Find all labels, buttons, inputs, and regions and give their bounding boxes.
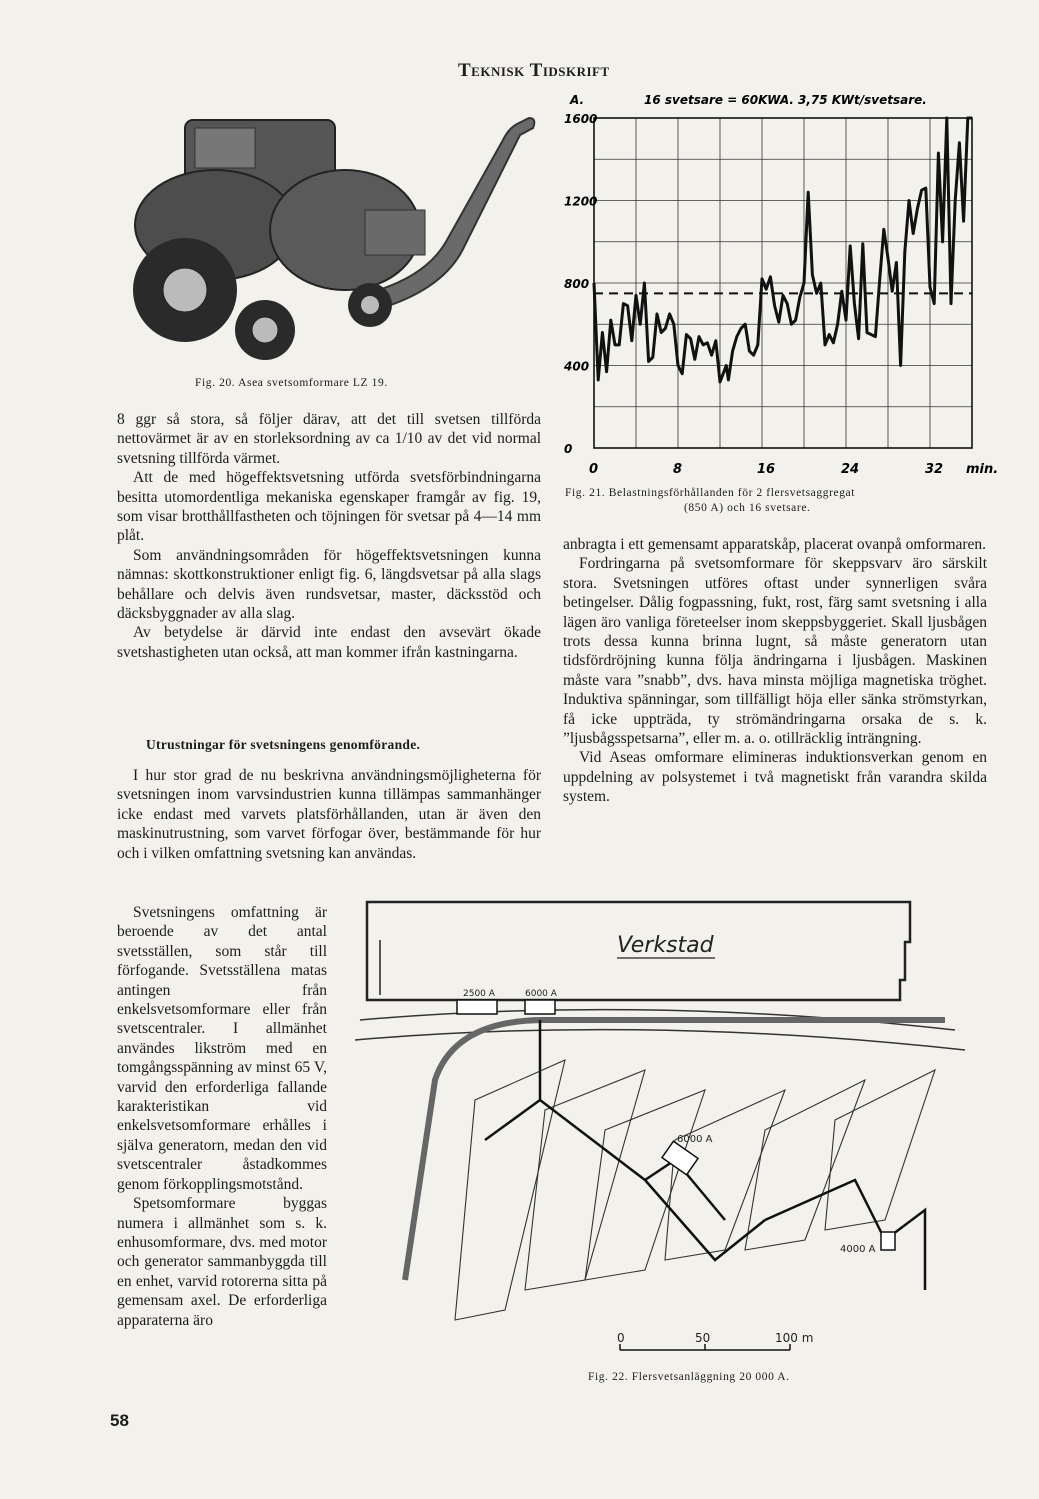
label-6000a: 6000 A [677, 1134, 713, 1145]
scale-label-0: 0 [617, 1331, 625, 1345]
fig20-welding-converter-photo [125, 100, 550, 370]
left-paragraph-3: Som användningsområden för högeffektsvetsningen kunna nämnas: skottkonstruktioner enligt fig. 6, längdsvetsar på alla slags behållare och delvis även rundsvetsar, master, däcksstöd och däcksbyggnader av alla slag. [117, 546, 541, 623]
chart-x-tick-label: 32 [925, 462, 944, 477]
fig21-load-chart [548, 88, 1008, 480]
right-paragraph-2: Fordringarna på svetsomformare för skeppsvarv äro särskilt stora. Svetsningen utföres oftast under synnerligen svåra betingelser. Dålig fogpassning, fukt, rost, färg samt svetsning i alla lägen äro vanliga företeelser inom skeppsbyggeriet. Skall ljusbågen trots dessa kunna brinna lugnt, så måste generatorn utan tidsfördröjning kunna följa ändringarna i ljusbågen. Maskinen måste vara ”snabb”, dvs. hava minsta möjliga magnetiska tröghet. Induktiva spänningar, som tillfälligt höja eller sänka strömstyrkan, få icke uppträda, ty strömändringarna orsaka de s. k. ”ljusbågsspetsarna”, eller m. a. o. otillräcklig inträngning. [563, 555, 987, 748]
chart-x-tick-label: 8 [673, 462, 683, 477]
chart-y-tick-label: 1200 [564, 194, 598, 209]
distribution-box-2500a [457, 1000, 497, 1014]
chart-x-tick-label: 24 [841, 462, 860, 477]
chart-y-tick-label: 1600 [564, 112, 598, 126]
scale-label-50: 50 [695, 1331, 711, 1345]
left-column-upper [117, 410, 541, 662]
label-6000a-top: 6000 A [525, 989, 557, 999]
chart-header-right: 3,75 KWt/svetsare. [798, 93, 927, 107]
verkstad-label: Verkstad [617, 933, 714, 958]
fig21-caption-line2: (850 A) och 16 svetsare. [684, 502, 811, 514]
scale-label-100: 100 m [775, 1331, 814, 1345]
chart-header-left: 16 svetsare = 60KWA. [644, 93, 794, 107]
label-4000a: 4000 A [840, 1244, 876, 1255]
chart-y-tick-label: 800 [564, 277, 590, 291]
left-paragraph-7: Spetsomformare byggas numera i allmänhet som s. k. enhusomformare, dvs. med motor och generator sammanbyggda till en enhet, varvid rotorerna sitta på gemensam axel. De erforderliga apparaterna äro [117, 1195, 327, 1329]
chart-x-tick-label: 16 [757, 462, 776, 477]
left-paragraph-1: 8 ggr så stora, så följer därav, att det till svetsen tillförda nettovärmet är av en storleksordning av ca 1/10 av det vid normal svetsning tillförda värmet. [117, 411, 541, 467]
journal-title: Teknisk Tidskrift [458, 60, 610, 81]
section-heading: Utrustningar för svetsningens genomförande. [146, 737, 421, 752]
left-column-narrow [117, 903, 327, 1330]
chart-x-unit: min. [966, 462, 999, 477]
fig22-caption: Fig. 22. Flersvetsanläggning 20 000 A. [588, 1371, 790, 1383]
right-paragraph-1: anbragta i ett gemensamt apparatskåp, placerat ovanpå omformaren. [563, 536, 987, 553]
distribution-box-6000a-top [525, 1000, 555, 1014]
chart-y-unit: A. [570, 93, 585, 107]
fig20-caption: Fig. 20. Asea svetsomformare LZ 19. [195, 377, 388, 389]
chart-x-tick-label: 0 [589, 462, 599, 477]
chart-series-line [594, 118, 972, 382]
left-paragraph-4: Av betydelse är därvid inte endast den avsevärt ökade svetshastigheten utan också, att man kommer ifrån kastningarna. [117, 624, 541, 661]
right-paragraph-3: Vid Aseas omformare elimineras induktionsverkan genom en uppdelning av polsystemet i två magnetiskt från varandra skilda system. [563, 749, 987, 806]
left-column-middle [117, 766, 541, 863]
right-column [563, 535, 987, 807]
chart-y-tick-label: 400 [564, 359, 590, 374]
distribution-box-4000a [881, 1232, 895, 1250]
fig21-caption-line1: Fig. 21. Belastningsförhållanden för 2 flersvetsaggregat [565, 487, 856, 499]
left-paragraph-2: Att de med högeffektsvetsning utförda svetsförbindningarna besitta utomordentliga mekaniska egenskaper framgår av fig. 19, som visar brotthållfastheten och töjningen för svetsar på 4—14 mm plåt. [117, 469, 541, 545]
label-2500a: 2500 A [463, 989, 495, 999]
chart-y-tick-label: 0 [564, 442, 573, 456]
fig22-welding-plant-plan [345, 880, 975, 1380]
page-number: 58 [110, 1411, 129, 1430]
distribution-box-6000a [662, 1141, 698, 1175]
left-paragraph-6: Svetsningens omfattning är beroende av det antal svetsställen, som står till förfogande. Svetsställena matas antingen från enkelsvetsomformare eller från svetscentraler. I allmänhet användes likström med en tomgångsspänning av minst 65 V, varvid den erforderliga fallande karakteristikan vid enkelsvetsomformare erhålles i själva generatorn, medan den vid svetscentraler åstadkommes genom förkopplingsmotstånd. [117, 904, 327, 1193]
left-paragraph-5: I hur stor grad de nu beskrivna användningsmöjligheterna för svetsningen inom varvsindustrien kunna tillämpas sammanhänger icke endast med varvets platsförhållanden, utan är även den maskinutrustning, som varvet förfogar över, bestämmande för hur och i vilken omfattning svetsning kan användas. [117, 767, 541, 862]
